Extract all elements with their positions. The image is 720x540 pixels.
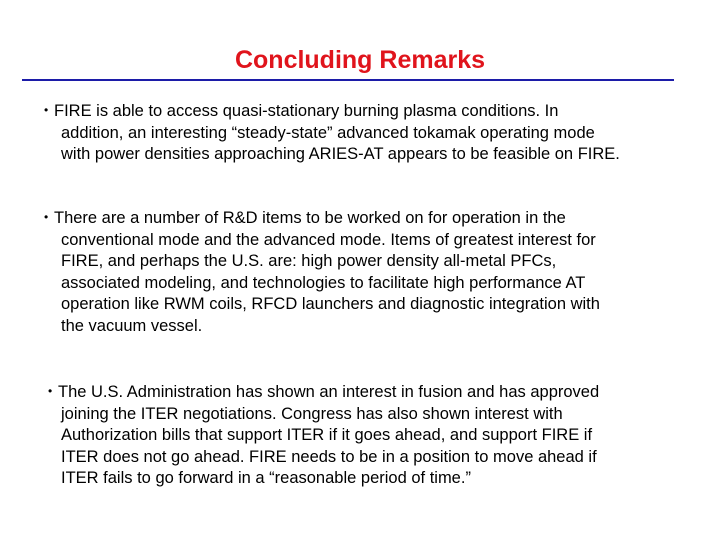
bullet-line: the vacuum vessel. <box>61 316 203 335</box>
title-divider <box>22 79 674 81</box>
bullet-line: conventional mode and the advanced mode. Items of greatest interest for <box>61 230 596 249</box>
bullet-line: joining the ITER negotiations. Congress has also shown interest with <box>61 404 563 423</box>
bullet-line: operation like RWM coils, RFCD launchers and diagnostic integration with <box>61 295 600 314</box>
bullet-line: addition, an interesting “steady-state” advanced tokamak operating mode <box>61 123 595 142</box>
bullet-icon: • <box>44 103 49 117</box>
bullet-text: The U.S. Administration has shown an interest in fusion and has approved <box>58 383 600 401</box>
bullet-line: ITER does not go ahead. FIRE needs to be in a position to move ahead if <box>61 447 597 466</box>
bullet-item-1 <box>44 100 620 166</box>
bullet-line: ITER fails to go forward in a “reasonable period of time.” <box>61 469 471 488</box>
bullet-text: There are a number of R&D items to be worked on for operation in the <box>54 209 566 227</box>
bullet-item-2 <box>44 207 600 338</box>
bullet-icon: • <box>48 384 53 398</box>
bullet-line <box>44 100 620 123</box>
bullet-line: with power densities approaching ARIES-AT appears to be feasible on FIRE. <box>61 145 620 164</box>
bullet-icon: • <box>44 210 49 224</box>
bullet-line <box>44 207 600 230</box>
bullet-item-3 <box>48 381 599 490</box>
bullet-line: FIRE, and perhaps the U.S. are: high power density all-metal PFCs, <box>61 252 557 271</box>
bullet-text: FIRE is able to access quasi-stationary burning plasma conditions. In <box>54 102 559 120</box>
bullet-line: associated modeling, and technologies to facilitate high performance AT <box>61 273 586 292</box>
bullet-line <box>48 381 599 404</box>
bullet-line: Authorization bills that support ITER if it goes ahead, and support FIRE if <box>61 426 593 445</box>
slide-title: Concluding Remarks <box>234 46 486 74</box>
